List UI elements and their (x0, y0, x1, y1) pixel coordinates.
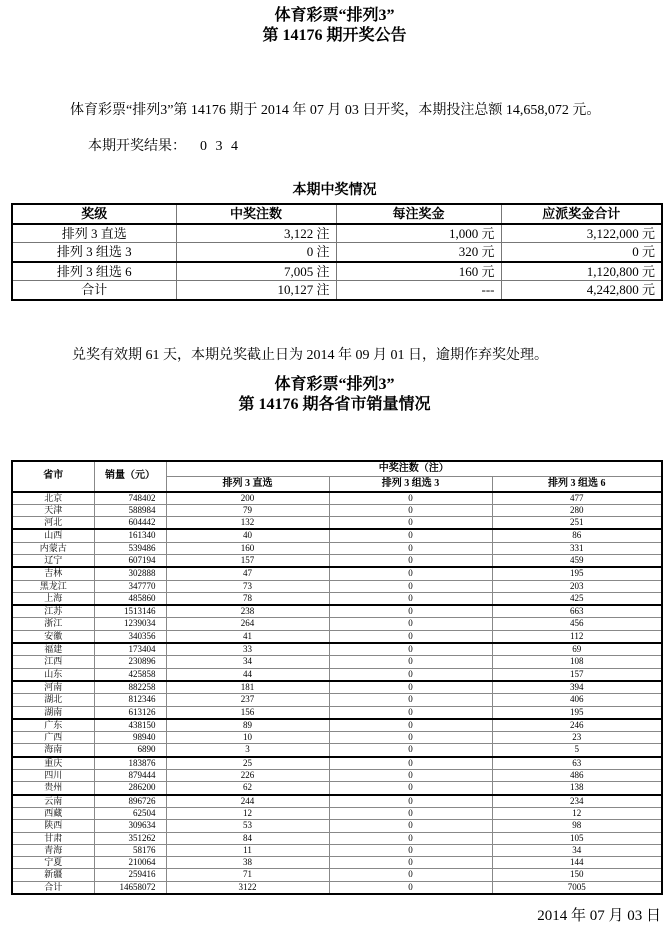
prize-table (11, 203, 663, 301)
table-row (12, 857, 662, 869)
table-cell: 347770 (94, 580, 166, 592)
table-cell: 53 (166, 820, 329, 832)
table-row (12, 618, 662, 630)
table-cell: 264 (166, 618, 329, 630)
table-cell: 108 (492, 656, 662, 668)
table-cell: 0 注 (176, 243, 336, 262)
table-cell: 0 (329, 869, 492, 881)
table-cell: 246 (492, 719, 662, 732)
table-cell: 江西 (12, 656, 94, 668)
table-cell: 406 (492, 694, 662, 706)
table-cell: 3,122,000 元 (501, 224, 662, 243)
table-cell: 132 (166, 517, 329, 530)
table-cell: 63 (492, 757, 662, 770)
table-cell: 320 元 (336, 243, 501, 262)
table-row (12, 580, 662, 592)
table-cell: 6890 (94, 744, 166, 757)
table-cell: 10 (166, 732, 329, 744)
table-row (12, 844, 662, 856)
table-cell: 河南 (12, 681, 94, 694)
table-row (12, 243, 662, 262)
table-row (12, 592, 662, 605)
table-cell: 5 (492, 744, 662, 757)
table-cell: 425858 (94, 668, 166, 681)
table-cell: 879444 (94, 770, 166, 782)
table-cell: 黑龙江 (12, 580, 94, 592)
draw-result-line (88, 135, 669, 155)
table-cell: 合计 (12, 881, 94, 894)
table-cell: 吉林 (12, 567, 94, 580)
sales-header-province: 省市 (12, 461, 94, 492)
table-cell: 78 (166, 592, 329, 605)
table-cell: 0 (329, 630, 492, 643)
table-cell: 302888 (94, 567, 166, 580)
table-cell: 112 (492, 630, 662, 643)
table-cell: 4,242,800 元 (501, 281, 662, 300)
table-cell: 0 (329, 795, 492, 808)
table-row (12, 668, 662, 681)
table-cell: 280 (492, 504, 662, 516)
table-cell: 14658072 (94, 881, 166, 894)
table-row (12, 504, 662, 516)
table-cell: 0 (329, 605, 492, 618)
announcement-title-block (0, 0, 669, 46)
table-cell: 340356 (94, 630, 166, 643)
table-row (12, 605, 662, 618)
prize-header-count: 中奖注数 (176, 204, 336, 224)
table-row (12, 517, 662, 530)
table-cell: 588984 (94, 504, 166, 516)
table-cell: 排列 3 组选 6 (12, 262, 176, 281)
table-cell: 34 (492, 844, 662, 856)
table-cell: 3122 (166, 881, 329, 894)
table-cell: 105 (492, 832, 662, 844)
sales-table-body (12, 492, 662, 895)
table-cell: 0 (329, 681, 492, 694)
table-cell: 贵州 (12, 782, 94, 795)
table-cell: 613126 (94, 706, 166, 719)
sales-subheader-zuxuan6: 排列 3 组选 6 (492, 476, 662, 492)
table-cell: 34 (166, 656, 329, 668)
table-cell: 1239034 (94, 618, 166, 630)
table-cell: 广西 (12, 732, 94, 744)
table-cell: 北京 (12, 492, 94, 505)
table-cell: 234 (492, 795, 662, 808)
table-row (12, 542, 662, 554)
table-cell: 41 (166, 630, 329, 643)
table-cell: 0 (329, 832, 492, 844)
table-cell: 812346 (94, 694, 166, 706)
table-row (12, 706, 662, 719)
sales-section-title-block (0, 375, 669, 415)
table-row (12, 782, 662, 795)
table-cell: 183876 (94, 757, 166, 770)
table-cell: 0 (329, 529, 492, 542)
table-cell: 陕西 (12, 820, 94, 832)
table-cell: 230896 (94, 656, 166, 668)
table-cell: 86 (492, 529, 662, 542)
draw-result-numbers: 0 3 4 (200, 139, 238, 154)
table-cell: 539486 (94, 542, 166, 554)
table-cell: 1513146 (94, 605, 166, 618)
table-cell: 181 (166, 681, 329, 694)
table-cell: 160 (166, 542, 329, 554)
table-cell: 144 (492, 857, 662, 869)
table-cell: 160 元 (336, 262, 501, 281)
table-row (12, 807, 662, 819)
table-row (12, 820, 662, 832)
sales-subheader-zuxuan3: 排列 3 组选 3 (329, 476, 492, 492)
table-cell: 山东 (12, 668, 94, 681)
table-cell: 210064 (94, 857, 166, 869)
table-cell: 0 (329, 757, 492, 770)
prize-table-title: 本期中奖情况 (292, 183, 377, 198)
table-cell: 辽宁 (12, 554, 94, 567)
table-cell: 10,127 注 (176, 281, 336, 300)
table-cell: 0 (329, 504, 492, 516)
table-cell: 604442 (94, 517, 166, 530)
table-row (12, 554, 662, 567)
table-cell: 11 (166, 844, 329, 856)
table-row (12, 732, 662, 744)
sales-title-line1: 体育彩票“排列3” (274, 375, 395, 393)
table-row (12, 869, 662, 881)
table-cell: 244 (166, 795, 329, 808)
intro-paragraph: 体育彩票“排列3”第 14176 期于 2014 年 07 月 03 日开奖，本期投注总额 14,658,072 元。 (70, 103, 601, 118)
table-cell: 0 (329, 744, 492, 757)
table-cell: 0 (329, 517, 492, 530)
table-cell: 150 (492, 869, 662, 881)
table-cell: 宁夏 (12, 857, 94, 869)
table-cell: 湖南 (12, 706, 94, 719)
table-row (12, 224, 662, 243)
table-cell: 238 (166, 605, 329, 618)
prize-header-level: 奖级 (12, 204, 176, 224)
table-cell: 138 (492, 782, 662, 795)
table-cell: 259416 (94, 869, 166, 881)
table-cell: 合计 (12, 281, 176, 300)
table-row (12, 757, 662, 770)
sales-table-header-row1 (12, 461, 662, 477)
table-cell: 0 (329, 719, 492, 732)
table-cell: 425 (492, 592, 662, 605)
table-row (12, 492, 662, 505)
validity-note: 兑奖有效期 61 天，本期兑奖截止日为 2014 年 09 月 01 日，逾期作弃奖处理。 (72, 347, 548, 363)
table-cell: 157 (492, 668, 662, 681)
table-cell: 25 (166, 757, 329, 770)
table-cell: 71 (166, 869, 329, 881)
table-cell: 237 (166, 694, 329, 706)
table-cell: 456 (492, 618, 662, 630)
sales-table (11, 460, 663, 896)
sales-subheader-zhixuan: 排列 3 直选 (166, 476, 329, 492)
table-cell: 山西 (12, 529, 94, 542)
table-cell: 173404 (94, 643, 166, 656)
table-cell: 309634 (94, 820, 166, 832)
table-cell: 40 (166, 529, 329, 542)
table-cell: 33 (166, 643, 329, 656)
table-cell: 0 (329, 807, 492, 819)
table-cell: 47 (166, 567, 329, 580)
table-cell: 0 (329, 668, 492, 681)
table-cell: 157 (166, 554, 329, 567)
table-cell: 438150 (94, 719, 166, 732)
table-row (12, 719, 662, 732)
table-cell: 161340 (94, 529, 166, 542)
sales-title-line2: 第 14176 期各省市销量情况 (238, 395, 431, 413)
table-cell: 62504 (94, 807, 166, 819)
table-cell: 0 (329, 656, 492, 668)
table-cell: 98940 (94, 732, 166, 744)
sales-header-sales: 销量（元） (94, 461, 166, 492)
table-cell: 251 (492, 517, 662, 530)
table-cell: 内蒙古 (12, 542, 94, 554)
table-cell: 0 (329, 820, 492, 832)
table-cell: 安徽 (12, 630, 94, 643)
table-cell: 79 (166, 504, 329, 516)
prize-table-header-row (12, 204, 662, 224)
table-cell: 351262 (94, 832, 166, 844)
table-cell: 0 (329, 618, 492, 630)
table-cell: 海南 (12, 744, 94, 757)
table-cell: 排列 3 直选 (12, 224, 176, 243)
table-cell: 62 (166, 782, 329, 795)
table-row (12, 770, 662, 782)
table-cell: 0 (329, 732, 492, 744)
table-cell: 0 (329, 567, 492, 580)
table-cell: 663 (492, 605, 662, 618)
table-cell: 0 (329, 643, 492, 656)
table-cell: 69 (492, 643, 662, 656)
table-cell: 湖北 (12, 694, 94, 706)
table-cell: 0 (329, 706, 492, 719)
prize-header-amount: 每注奖金 (336, 204, 501, 224)
page-title-line2: 第 14176 期开奖公告 (262, 27, 407, 44)
table-cell: 7005 (492, 881, 662, 894)
table-cell: 0 (329, 844, 492, 856)
page-title-line1: 体育彩票“排列3” (274, 7, 395, 24)
table-cell: 新疆 (12, 869, 94, 881)
table-row (12, 832, 662, 844)
prize-table-body (12, 224, 662, 300)
table-cell: 3 (166, 744, 329, 757)
prize-header-total: 应派奖金合计 (501, 204, 662, 224)
table-cell: 0 (329, 542, 492, 554)
table-row (12, 529, 662, 542)
table-cell: 203 (492, 580, 662, 592)
table-cell: 7,005 注 (176, 262, 336, 281)
table-cell: 12 (166, 807, 329, 819)
table-row (12, 567, 662, 580)
table-cell: 0 (329, 580, 492, 592)
table-cell: 23 (492, 732, 662, 744)
table-cell: 福建 (12, 643, 94, 656)
table-cell: 0 (329, 492, 492, 505)
table-cell: 0 (329, 592, 492, 605)
table-cell: 0 (329, 694, 492, 706)
table-cell: 重庆 (12, 757, 94, 770)
table-cell: 84 (166, 832, 329, 844)
table-row (12, 630, 662, 643)
table-cell: 882258 (94, 681, 166, 694)
table-cell: 195 (492, 567, 662, 580)
table-cell: 58176 (94, 844, 166, 856)
table-cell: 0 元 (501, 243, 662, 262)
table-cell: 73 (166, 580, 329, 592)
table-cell: 286200 (94, 782, 166, 795)
table-row (12, 281, 662, 300)
table-cell: 四川 (12, 770, 94, 782)
table-cell: 青海 (12, 844, 94, 856)
sales-header-winning-counts: 中奖注数（注） (166, 461, 662, 477)
table-cell: 1,120,800 元 (501, 262, 662, 281)
draw-result-label: 本期开奖结果： (88, 139, 186, 154)
table-cell: 0 (329, 782, 492, 795)
table-row (12, 694, 662, 706)
table-cell: 12 (492, 807, 662, 819)
table-cell: 200 (166, 492, 329, 505)
table-cell: 江苏 (12, 605, 94, 618)
table-cell: 1,000 元 (336, 224, 501, 243)
table-cell: 0 (329, 770, 492, 782)
table-cell: 3,122 注 (176, 224, 336, 243)
table-cell: 89 (166, 719, 329, 732)
table-cell: 748402 (94, 492, 166, 505)
table-cell: 486 (492, 770, 662, 782)
table-cell: 天津 (12, 504, 94, 516)
table-cell: 0 (329, 554, 492, 567)
table-cell: 226 (166, 770, 329, 782)
table-cell: 896726 (94, 795, 166, 808)
table-cell: 云南 (12, 795, 94, 808)
table-cell: 甘肃 (12, 832, 94, 844)
table-row (12, 881, 662, 894)
table-cell: 98 (492, 820, 662, 832)
table-cell: --- (336, 281, 501, 300)
table-cell: 477 (492, 492, 662, 505)
footer-date: 2014 年 07 月 03 日 (537, 908, 661, 924)
table-row (12, 262, 662, 281)
table-cell: 394 (492, 681, 662, 694)
table-cell: 0 (329, 881, 492, 894)
table-row (12, 643, 662, 656)
table-cell: 331 (492, 542, 662, 554)
table-cell: 38 (166, 857, 329, 869)
table-cell: 0 (329, 857, 492, 869)
table-cell: 浙江 (12, 618, 94, 630)
table-cell: 607194 (94, 554, 166, 567)
table-cell: 河北 (12, 517, 94, 530)
table-cell: 排列 3 组选 3 (12, 243, 176, 262)
table-cell: 44 (166, 668, 329, 681)
table-row (12, 795, 662, 808)
table-cell: 上海 (12, 592, 94, 605)
table-cell: 156 (166, 706, 329, 719)
table-cell: 广东 (12, 719, 94, 732)
table-row (12, 681, 662, 694)
table-cell: 459 (492, 554, 662, 567)
table-cell: 485860 (94, 592, 166, 605)
table-cell: 195 (492, 706, 662, 719)
table-row (12, 744, 662, 757)
table-cell: 西藏 (12, 807, 94, 819)
table-row (12, 656, 662, 668)
